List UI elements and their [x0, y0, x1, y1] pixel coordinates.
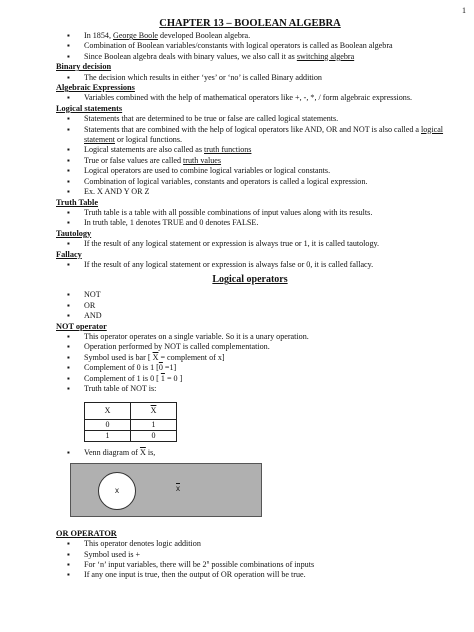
list-item: ▪ Combination of logical variables, constants and operators is called a logical expression.: [56, 177, 444, 187]
list-item: ▪ Statements that are determined to be true or false are called logical statements.: [56, 114, 444, 124]
list-item: ▪ If the result of any logical statement or expression is always false or 0, it is called fallacy.: [56, 260, 444, 270]
tautology-list: [56, 239, 444, 249]
binary-decision-heading: Binary decision: [56, 62, 112, 72]
fallacy-heading: Fallacy: [56, 249, 82, 259]
list-item: ▪ Logical operators are used to combine logical variables or logical constants.: [56, 166, 444, 176]
table-row: [85, 420, 177, 431]
list-item: ▪ Truth table is a table with all possible combinations of input values along with its results.: [56, 208, 444, 218]
logical-statements-list: [56, 114, 444, 197]
list-item: ▪ Truth table of NOT is:: [56, 384, 444, 394]
truth-table-heading: Truth Table: [56, 197, 99, 207]
list-item: ▪ Combination of Boolean variables/constants with logical operators is called as Boolean algebra: [56, 41, 444, 51]
not-operator-heading: NOT operator: [56, 321, 107, 331]
list-item: ▪ The decision which results in either ‘yes’ or ‘no’ is called Binary addition: [56, 73, 444, 83]
table-cell: 1: [85, 431, 131, 442]
list-item: ▪ In truth table, 1 denotes TRUE and 0 denotes FALSE.: [56, 218, 444, 228]
list-item: ▪ Logical statements are also called as truth functions: [56, 145, 444, 155]
list-item: ▪ For ‘n’ input variables, there will be 2$^n$ possible combinations of inputs: [56, 560, 444, 570]
page-title: CHAPTER 13 – BOOLEAN ALGEBRA: [159, 18, 341, 29]
list-item: ▪ If any one input is true, then the output of OR operation will be true.: [56, 570, 444, 580]
list-item: ▪ Symbol used is bar [ $\overline{X}$ = complement of x]: [56, 353, 444, 363]
list-item: ▪ AND: [56, 311, 444, 321]
list-item: ▪ Ex. X AND Y OR Z: [56, 187, 444, 197]
venn-caption-list: [56, 448, 444, 458]
table-header-cell: $\overline{X}$: [131, 403, 177, 420]
list-item: ▪ Venn diagram of $\overline{X}$ is,: [56, 448, 444, 458]
intro-list: [56, 31, 444, 62]
logical-operators-heading: Logical operators: [212, 274, 288, 286]
document-body: [56, 17, 444, 581]
list-item: ▪ Symbol used is +: [56, 550, 444, 560]
list-item: ▪ Statements that are combined with the help of logical operators like AND, OR and NOT is also called a logical statement or logical functions.: [56, 125, 444, 146]
table-row: [85, 431, 177, 442]
venn-diagram: [70, 463, 262, 517]
list-item: ▪ OR: [56, 301, 444, 311]
table-header-row: [85, 403, 177, 420]
algebraic-expressions-heading: Algebraic Expressions: [56, 83, 135, 93]
list-item: ▪ Operation performed by NOT is called complementation.: [56, 342, 444, 352]
venn-circle: [98, 472, 136, 510]
table-cell: 0: [131, 431, 177, 442]
truth-table-list: [56, 208, 444, 229]
page-number: 1: [462, 6, 466, 15]
list-item: ▪ True or false values are called truth values: [56, 156, 444, 166]
venn-outside-label: $\overline{x}$: [176, 483, 180, 493]
not-truth-table: [84, 402, 177, 442]
or-operator-list: [56, 539, 444, 581]
table-header-cell: X: [85, 403, 131, 420]
list-item: ▪ This operator operates on a single variable. So it is a unary operation.: [56, 332, 444, 342]
algebraic-expressions-list: [56, 93, 444, 103]
table-cell: 0: [85, 420, 131, 431]
list-item: ▪ NOT: [56, 290, 444, 300]
fallacy-list: [56, 260, 444, 270]
or-operator-heading: OR OPERATOR: [56, 528, 117, 538]
list-item: ▪ In 1854, George Boole developed Boolean algebra.: [56, 31, 444, 41]
table-cell: 1: [131, 420, 177, 431]
binary-decision-list: [56, 73, 444, 83]
list-item: ▪ Since Boolean algebra deals with binary values, we also call it as switching algebra: [56, 52, 444, 62]
list-item: ▪ Variables combined with the help of mathematical operators like +, -, *, / form algebraic expressions.: [56, 93, 444, 103]
logical-operators-list: [56, 290, 444, 321]
list-item: ▪ Complement of 0 is 1 [0 =1]: [56, 363, 444, 373]
list-item: ▪ If the result of any logical statement or expression is always true or 1, it is called tautology.: [56, 239, 444, 249]
logical-statements-heading: Logical statements: [56, 103, 123, 113]
venn-inside-label: x: [115, 485, 119, 495]
not-operator-list: [56, 332, 444, 394]
list-item: ▪ This operator denotes logic addition: [56, 539, 444, 549]
tautology-heading: Tautology: [56, 228, 92, 238]
list-item: ▪ Complement of 1 is 0 [ 1 = 0 ]: [56, 374, 444, 384]
